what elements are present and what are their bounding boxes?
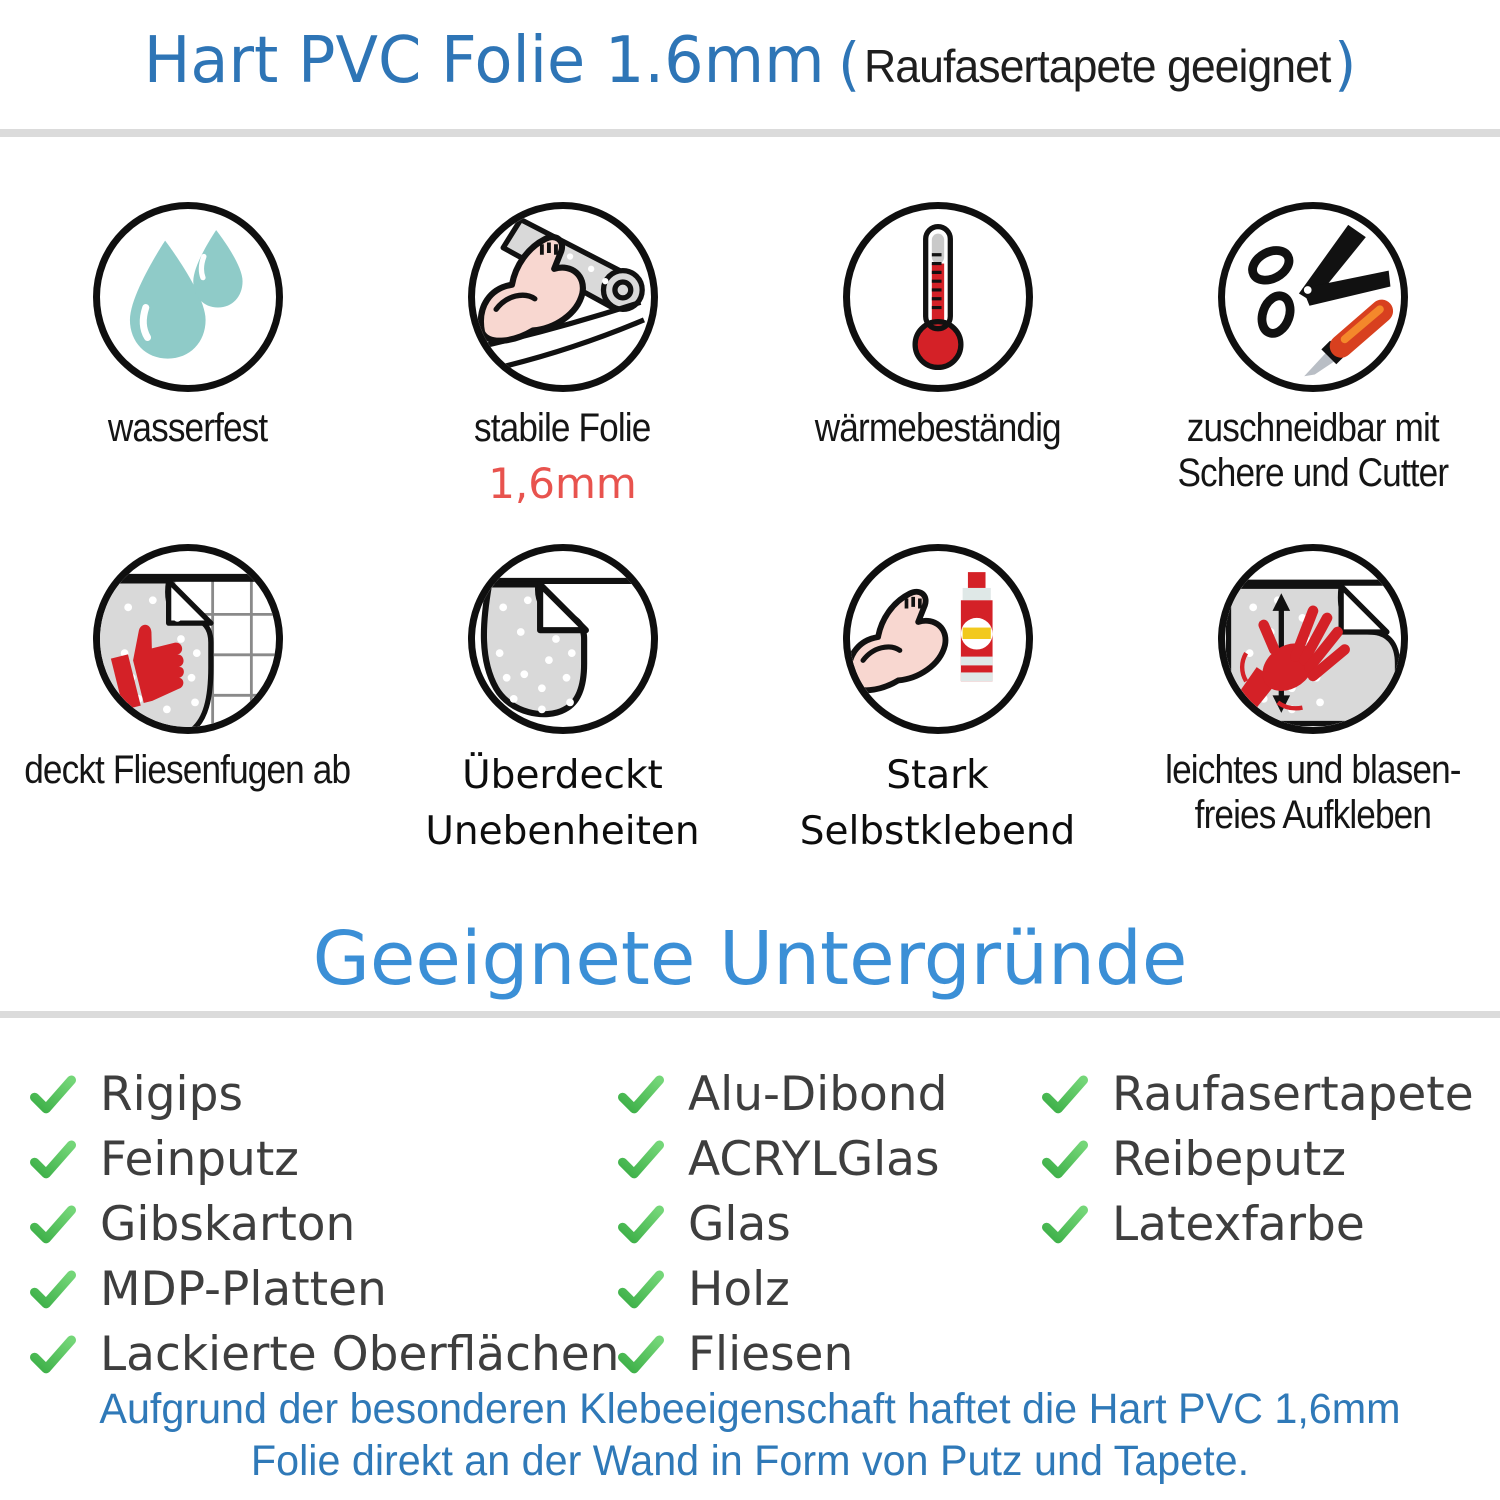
footer-line: Folie direkt an der Wand in Form von Putz und Tapete. xyxy=(250,1436,1250,1485)
feature-aufkleben xyxy=(1125,544,1500,861)
surface-item xyxy=(30,1127,619,1192)
surface-item-label: Fliesen xyxy=(688,1327,854,1382)
paren-close: ) xyxy=(1334,30,1357,98)
surface-item xyxy=(1042,1127,1474,1192)
feature-label: zuschneidbar mit Schere und Cutter xyxy=(1177,406,1448,495)
surface-column-1 xyxy=(30,1062,619,1387)
check-icon xyxy=(30,1140,76,1180)
features-grid xyxy=(0,202,1500,861)
page-title xyxy=(23,24,1478,98)
feature-fliesenfugen xyxy=(0,544,375,861)
foil-peel-icon xyxy=(468,544,658,734)
feature-zuschneidbar xyxy=(1125,202,1500,508)
feature-waermebestaendig xyxy=(750,202,1125,508)
check-icon xyxy=(30,1075,76,1115)
surface-item xyxy=(1042,1192,1474,1257)
feature-label: stabile Folie xyxy=(474,406,651,450)
feature-label: deckt Fliesenfugen ab xyxy=(24,747,351,792)
feature-label: wärmebeständig xyxy=(814,406,1061,450)
muscle-glue-icon xyxy=(843,544,1033,734)
surface-item-label: Lackierte Oberflächen xyxy=(100,1327,620,1382)
surface-item xyxy=(30,1322,619,1387)
check-icon xyxy=(1042,1205,1088,1245)
feature-label: wasserfest xyxy=(107,406,268,450)
surface-item xyxy=(618,1257,947,1322)
feature-selbstklebend xyxy=(750,544,1125,861)
check-icon xyxy=(618,1075,664,1115)
feature-unebenheiten xyxy=(375,544,750,861)
feature-label: Stark Selbstklebend xyxy=(799,752,1076,855)
divider-top xyxy=(0,129,1500,137)
footer-line: Aufgrund der besonderen Klebeeigenschaft haftet die Hart PVC 1,6mm xyxy=(99,1385,1401,1433)
surface-column-2 xyxy=(618,1062,947,1387)
surface-item-label: MDP-Platten xyxy=(100,1262,387,1317)
feature-label: leichtes und blasen- freies Aufkleben xyxy=(1164,747,1461,837)
surface-item-label: Rigips xyxy=(100,1067,243,1122)
feature-stabile-folie xyxy=(375,202,750,508)
title-text: Hart PVC Folie 1.6mm xyxy=(143,24,825,98)
title-subtitle: Raufasertapete geeignet xyxy=(864,40,1331,92)
divider-section xyxy=(0,1011,1500,1018)
water-drops-icon xyxy=(93,202,283,392)
feature-label: Überdeckt Unebenheiten xyxy=(425,752,700,855)
thermometer-icon xyxy=(843,202,1033,392)
surface-item xyxy=(618,1322,947,1387)
check-icon xyxy=(1042,1140,1088,1180)
check-icon xyxy=(30,1270,76,1310)
surface-item xyxy=(1042,1062,1474,1127)
section-title: Geeignete Untergründe xyxy=(312,916,1188,1002)
surface-item-label: Glas xyxy=(688,1197,791,1252)
check-icon xyxy=(30,1335,76,1375)
surface-item-label: Holz xyxy=(688,1262,790,1317)
hand-apply-icon xyxy=(1218,544,1408,734)
surface-item xyxy=(618,1127,947,1192)
check-icon xyxy=(618,1270,664,1310)
check-icon xyxy=(618,1335,664,1375)
surface-item-label: Reibeputz xyxy=(1112,1132,1346,1187)
check-icon xyxy=(1042,1075,1088,1115)
surface-item-label: Alu-Dibond xyxy=(688,1067,948,1122)
surface-item-label: Latexfarbe xyxy=(1112,1197,1365,1252)
surface-item xyxy=(618,1062,947,1127)
surface-item xyxy=(30,1257,619,1322)
surface-item-label: Raufasertapete xyxy=(1112,1067,1474,1122)
check-icon xyxy=(618,1140,664,1180)
feature-wasserfest xyxy=(0,202,375,508)
feature-sublabel: 1,6mm xyxy=(488,458,637,508)
footer-note xyxy=(0,1384,1500,1487)
surface-column-3 xyxy=(1042,1062,1474,1257)
check-icon xyxy=(30,1205,76,1245)
surface-item xyxy=(30,1062,619,1127)
muscle-foil-icon xyxy=(468,202,658,392)
surface-item-label: Feinputz xyxy=(100,1132,299,1187)
surface-item-label: ACRYLGlas xyxy=(688,1132,940,1187)
surface-item xyxy=(30,1192,619,1257)
surface-item xyxy=(618,1192,947,1257)
paren-open: ( xyxy=(838,30,861,98)
check-icon xyxy=(618,1205,664,1245)
scissors-cutter-icon xyxy=(1218,202,1408,392)
surface-item-label: Gibskarton xyxy=(100,1197,356,1252)
tile-thumb-icon xyxy=(93,544,283,734)
